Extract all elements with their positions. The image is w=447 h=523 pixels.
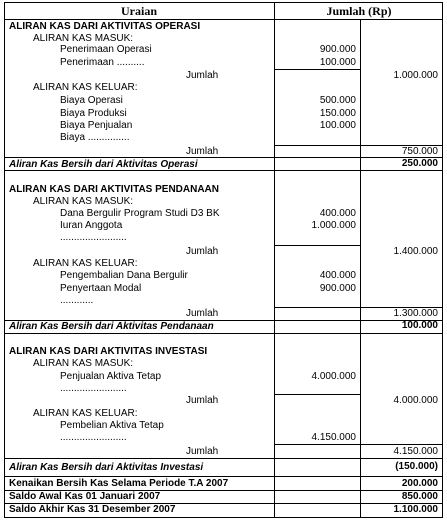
subtotal-value: 4.000.000 — [393, 395, 438, 406]
line-item-label: Dana Bergulir Program Studi D3 BK — [60, 208, 220, 219]
subsection-label: ALIRAN KAS MASUK: — [33, 196, 134, 207]
header-jumlah: Jumlah (Rp) — [326, 4, 392, 18]
subsection-label: ALIRAN KAS KELUAR: — [33, 82, 138, 93]
line-item-label: Biaya Penjualan — [60, 120, 133, 131]
line-item-value: 4.150.000 — [311, 432, 356, 443]
subsection-label: ALIRAN KAS KELUAR: — [33, 258, 138, 269]
rule — [4, 333, 443, 334]
net-cash-value: 250.000 — [401, 158, 438, 169]
net-cash-label: Aliran Kas Bersih dari Aktivitas Operasi — [9, 159, 198, 170]
summary-value: 1.100.000 — [393, 504, 438, 515]
line-item-label: Iuran Anggota — [60, 220, 123, 231]
line-item-label: ........................ — [60, 383, 127, 394]
rule — [4, 458, 443, 459]
line-item-value: 400.000 — [319, 208, 356, 219]
line-item-label: Biaya Produksi — [60, 108, 127, 119]
subtotal-value: 4.150.000 — [393, 446, 438, 457]
summary-label: Saldo Awal Kas 01 Januari 2007 — [9, 491, 161, 502]
subsection-label: ALIRAN KAS MASUK: — [33, 33, 134, 44]
subtotal-value: 1.400.000 — [393, 246, 438, 257]
column-divider-main — [274, 2, 275, 518]
jumlah-label: Jumlah — [186, 70, 219, 81]
rule — [274, 245, 361, 246]
rule — [360, 444, 443, 445]
rule — [274, 307, 361, 308]
line-item-value: 4.000.000 — [311, 371, 356, 382]
line-item-value: 900.000 — [319, 283, 356, 294]
line-item-value: 900.000 — [319, 44, 356, 55]
line-item-label: ............ — [60, 295, 94, 306]
rule — [4, 476, 443, 477]
section-title-investasi: ALIRAN KAS DARI AKTIVITAS INVESTASI — [9, 346, 208, 357]
border-top — [4, 2, 443, 3]
line-item-value: 400.000 — [319, 270, 356, 281]
jumlah-label: Jumlah — [186, 395, 219, 406]
net-cash-value: (150.000) — [395, 461, 438, 472]
jumlah-label: Jumlah — [186, 446, 219, 457]
line-item-label: Biaya ............... — [60, 132, 130, 143]
line-item-label: Penyertaan Modal — [60, 283, 142, 294]
line-item-value: 150.000 — [319, 108, 356, 119]
line-item-label: Penerimaan .......... — [60, 57, 145, 68]
net-cash-value: 100.000 — [401, 320, 438, 331]
subtotal-value: 1.300.000 — [393, 308, 438, 319]
border-bottom — [4, 517, 443, 518]
line-item-label: Penerimaan Operasi — [60, 44, 152, 55]
rule — [274, 145, 361, 146]
section-title-operasi: ALIRAN KAS DARI AKTIVITAS OPERASI — [9, 21, 201, 32]
line-item-label: Pembelian Aktiva Tetap — [60, 420, 164, 431]
jumlah-label: Jumlah — [186, 146, 219, 157]
rule — [274, 69, 361, 70]
summary-label: Saldo Akhir Kas 31 Desember 2007 — [9, 504, 176, 515]
net-cash-label: Aliran Kas Bersih dari Aktivitas Pendanaan — [9, 321, 214, 332]
subtotal-value: 1.000.000 — [393, 70, 438, 81]
summary-value: 850.000 — [401, 491, 438, 502]
line-item-label: ........................ — [60, 232, 127, 243]
summary-label: Kenaikan Bersih Kas Selama Periode T.A 2007 — [9, 478, 229, 489]
rule — [274, 444, 361, 445]
header-divider — [4, 19, 443, 20]
line-item-value: 500.000 — [319, 95, 356, 106]
line-item-value: 100.000 — [319, 57, 356, 68]
jumlah-label: Jumlah — [186, 246, 219, 257]
line-item-value: 100.000 — [319, 120, 356, 131]
subtotal-value: 750.000 — [401, 146, 438, 157]
line-item-label: Biaya Operasi — [60, 95, 123, 106]
border-left — [4, 2, 5, 518]
net-cash-label: Aliran Kas Bersih dari Aktivitas Investasi — [9, 462, 204, 473]
subsection-label: ALIRAN KAS KELUAR: — [33, 408, 138, 419]
line-item-label: Penjualan Aktiva Tetap — [60, 371, 162, 382]
line-item-label: ........................ — [60, 432, 127, 443]
header-uraian: Uraian — [121, 4, 157, 18]
summary-value: 200.000 — [401, 478, 438, 489]
section-title-pendanaan: ALIRAN KAS DARI AKTIVITAS PENDANAAN — [9, 184, 219, 195]
line-item-label: Pengembalian Dana Bergulir — [60, 270, 188, 281]
line-item-value: 1.000.000 — [311, 220, 356, 231]
jumlah-label: Jumlah — [186, 308, 219, 319]
border-right — [442, 2, 443, 518]
cash-flow-statement — [4, 2, 443, 518]
subsection-label: ALIRAN KAS MASUK: — [33, 358, 134, 369]
rule — [274, 394, 361, 395]
